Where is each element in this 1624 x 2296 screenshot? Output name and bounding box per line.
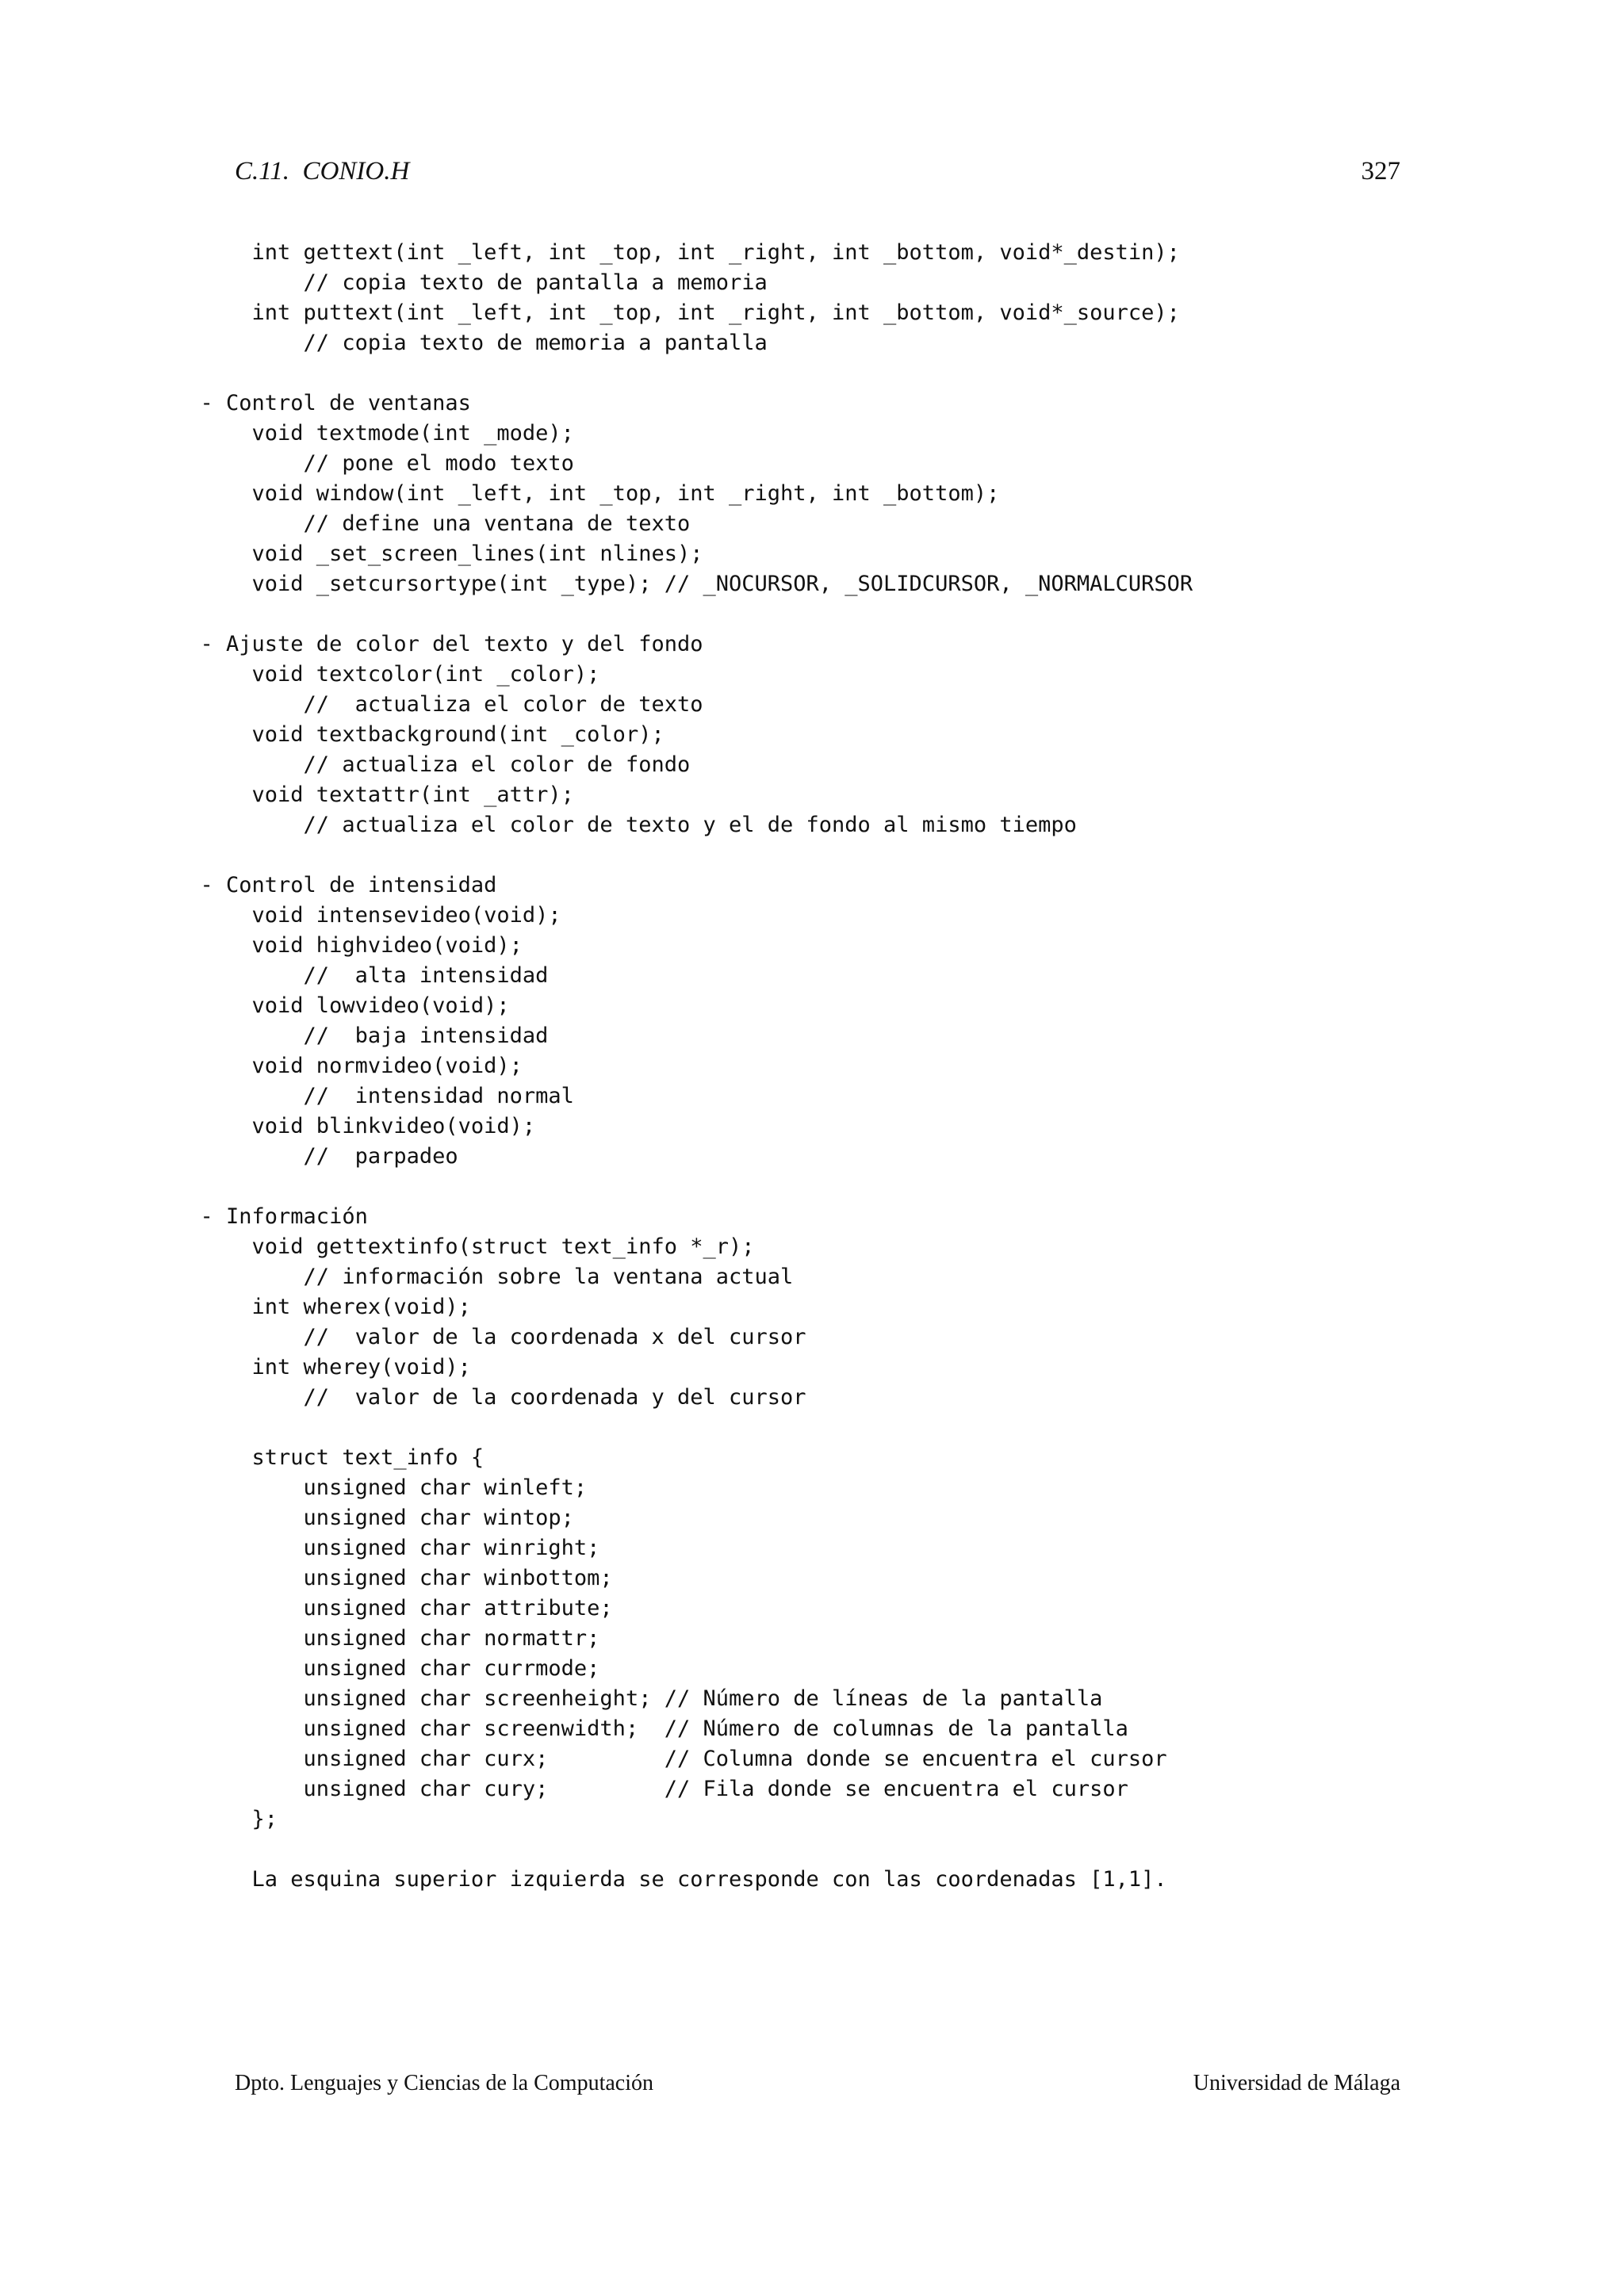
- page-number: 327: [1361, 157, 1400, 186]
- code-line: unsigned char wintop;: [174, 1506, 574, 1530]
- code-line: int wherey(void);: [174, 1355, 471, 1380]
- code-line: [174, 1172, 1193, 1202]
- code-line: - Control de intensidad: [174, 873, 497, 897]
- code-line: void textbackground(int _color);: [174, 722, 665, 747]
- code-line: unsigned char attribute;: [174, 1596, 613, 1621]
- code-line: void _set_screen_lines(int nlines);: [174, 541, 703, 566]
- code-line: [174, 1835, 1193, 1865]
- page-header: [235, 157, 1400, 195]
- code-line: // información sobre la ventana actual: [174, 1265, 794, 1289]
- code-line: struct text_info {: [174, 1445, 485, 1470]
- code-line: void textmode(int _mode);: [174, 421, 574, 446]
- page-footer: [235, 2071, 1400, 2106]
- code-line: unsigned char normattr;: [174, 1626, 600, 1651]
- code-line: // pone el modo texto: [174, 451, 574, 476]
- code-line: };: [174, 1807, 278, 1831]
- code-line: - Control de ventanas: [174, 391, 471, 415]
- code-line: [174, 358, 1193, 388]
- code-line: void highvideo(void);: [174, 933, 523, 958]
- code-line: void gettextinfo(struct text_info *_r);: [174, 1234, 755, 1259]
- section-title: C.11. CONIO.H: [235, 157, 410, 186]
- code-line: // parpadeo: [174, 1144, 458, 1169]
- code-line: unsigned char screenheight; // Número de líneas de la pantalla: [174, 1686, 1103, 1711]
- code-line: // define una ventana de texto: [174, 511, 691, 536]
- code-line: void textcolor(int _color);: [174, 662, 600, 687]
- code-line: // intensidad normal: [174, 1084, 574, 1108]
- code-line: int puttext(int _left, int _top, int _right, int _bottom, void*_source);: [174, 300, 1180, 325]
- code-line: - Información: [174, 1204, 368, 1229]
- code-line: [174, 599, 1193, 629]
- code-line: // copia texto de pantalla a memoria: [174, 270, 768, 295]
- code-line: [174, 1413, 1193, 1443]
- code-line: // valor de la coordenada y del cursor: [174, 1385, 806, 1410]
- code-line: unsigned char screenwidth; // Número de columnas de la pantalla: [174, 1716, 1128, 1741]
- code-line: unsigned char winright;: [174, 1536, 600, 1560]
- code-line: void window(int _left, int _top, int _right, int _bottom);: [174, 481, 1000, 506]
- code-line: // alta intensidad: [174, 963, 549, 988]
- code-line: - Ajuste de color del texto y del fondo: [174, 632, 703, 656]
- code-line: unsigned char winbottom;: [174, 1566, 613, 1590]
- code-line: [174, 840, 1193, 871]
- code-listing: [174, 238, 1193, 1895]
- code-line: void intensevideo(void);: [174, 903, 561, 928]
- code-line: // copia texto de memoria a pantalla: [174, 331, 768, 355]
- code-line: void normvideo(void);: [174, 1054, 523, 1078]
- code-line: unsigned char curx; // Columna donde se encuentra el cursor: [174, 1747, 1167, 1771]
- code-line: // actualiza el color de fondo: [174, 752, 691, 777]
- code-line: void _setcursortype(int _type); // _NOCURSOR, _SOLIDCURSOR, _NORMALCURSOR: [174, 572, 1193, 596]
- footer-university: Universidad de Málaga: [1193, 2071, 1400, 2095]
- code-line: // valor de la coordenada x del cursor: [174, 1325, 806, 1349]
- code-line: // actualiza el color de texto: [174, 692, 703, 717]
- footer-department: Dpto. Lenguajes y Ciencias de la Computación: [235, 2071, 653, 2095]
- code-line: int wherex(void);: [174, 1295, 471, 1319]
- code-line: // actualiza el color de texto y el de fondo al mismo tiempo: [174, 813, 1077, 837]
- code-line: void lowvideo(void);: [174, 993, 510, 1018]
- code-line: unsigned char currmode;: [174, 1656, 600, 1681]
- code-line: void textattr(int _attr);: [174, 783, 574, 807]
- code-line: unsigned char winleft;: [174, 1475, 588, 1500]
- code-line: La esquina superior izquierda se corresponde con las coordenadas [1,1].: [174, 1867, 1167, 1892]
- code-line: int gettext(int _left, int _top, int _right, int _bottom, void*_destin);: [174, 240, 1180, 265]
- code-line: void blinkvideo(void);: [174, 1114, 536, 1138]
- code-line: unsigned char cury; // Fila donde se encuentra el cursor: [174, 1777, 1128, 1801]
- code-line: // baja intensidad: [174, 1024, 549, 1048]
